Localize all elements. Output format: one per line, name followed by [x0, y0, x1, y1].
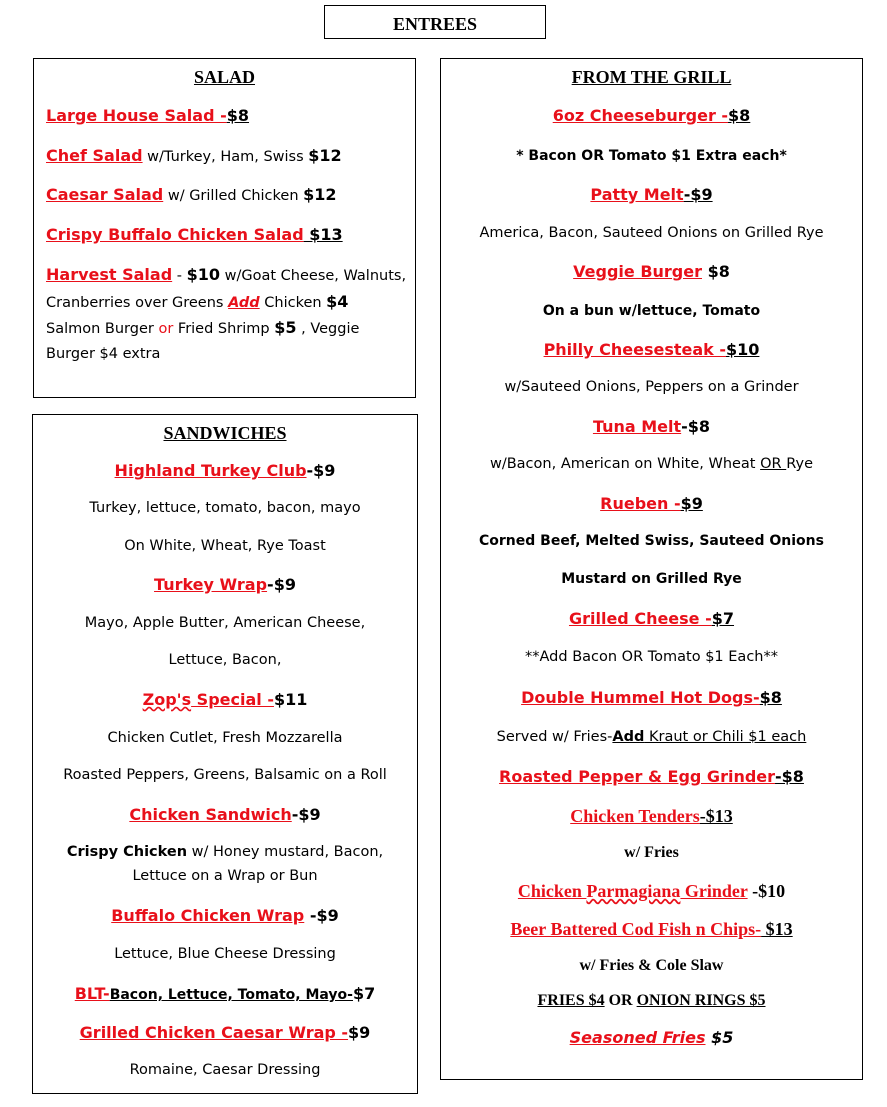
- item-desc: w/Turkey, Ham, Swiss: [142, 149, 309, 165]
- seasoned-fries: [441, 1028, 862, 1047]
- grilled-cheese: [441, 609, 862, 628]
- item-price: -$9: [267, 575, 296, 594]
- sandwiches-heading: SANDWICHES: [163, 423, 287, 443]
- item-name: Zop's: [142, 690, 192, 709]
- turkey-wrap: [33, 575, 417, 594]
- item-desc: Salmon Burger: [46, 321, 159, 337]
- item-name: BLT-: [74, 984, 110, 1003]
- item-desc: Mustard on Grilled Rye: [561, 571, 742, 587]
- patty-melt: [441, 185, 862, 204]
- item-name: Special -: [191, 690, 274, 709]
- item-price: $5: [705, 1028, 734, 1047]
- sandwiches-section: [32, 414, 418, 1094]
- item-price: -$8: [681, 417, 711, 436]
- item-price: $8: [702, 262, 730, 281]
- add-label: Add: [228, 295, 260, 311]
- item-desc: [441, 729, 862, 745]
- item-price: -$9: [306, 461, 336, 480]
- veggie-burger: [441, 262, 862, 281]
- chicken-sandwich: [33, 805, 417, 824]
- item-price: $7: [353, 984, 376, 1003]
- harvest-salad-line3: [46, 318, 359, 337]
- zops-special: [33, 690, 417, 709]
- harvest-salad-line4: [46, 343, 160, 362]
- item-note: **Add Bacon OR Tomato $1 Each**: [525, 649, 778, 665]
- item-name: Chicken Tenders: [570, 806, 700, 826]
- item-name: Beer Battered Cod Fish n Chips-: [510, 919, 762, 939]
- item-name: Rueben -: [600, 494, 681, 513]
- item-desc: Burger $4 extra: [46, 346, 161, 362]
- item-desc: w/Goat Cheese, Walnuts,: [220, 268, 407, 284]
- chef-salad: [46, 146, 342, 165]
- item-desc: [33, 844, 417, 860]
- grill-heading: FROM THE GRILL: [571, 67, 732, 87]
- caesar-salad: [46, 185, 337, 204]
- item-price: -$9: [304, 906, 339, 925]
- item-name: Tuna Melt: [592, 417, 682, 436]
- chicken-parmagiana-grinder: [441, 881, 862, 902]
- roasted-pepper-egg-grinder: [441, 767, 862, 786]
- item-desc-bold: Crispy Chicken: [66, 844, 188, 860]
- item-price: $8: [759, 688, 782, 707]
- grilled-chicken-caesar-wrap: [33, 1023, 417, 1042]
- title-box: [324, 5, 546, 39]
- large-house-salad: [46, 106, 249, 125]
- item-desc: Kraut or Chili $1 each: [644, 729, 807, 745]
- or-label: OR: [604, 992, 637, 1009]
- item-desc: Chicken: [259, 295, 327, 311]
- item-desc: America, Bacon, Sauteed Onions on Grilled Rye: [479, 225, 824, 241]
- item-desc: Cranberries over Greens: [46, 295, 229, 311]
- item-desc: w/ Grilled Chicken: [163, 188, 304, 204]
- item-desc: Roasted Peppers, Greens, Balsamic on a Roll: [63, 767, 387, 783]
- item-desc: Served w/ Fries-: [496, 729, 613, 745]
- grill-section: [440, 58, 863, 1080]
- item-desc: w/Bacon, American on White, Wheat: [489, 456, 761, 472]
- item-note: * Bacon OR Tomato $1 Extra each*: [516, 148, 787, 164]
- item-name: Chef Salad: [46, 146, 143, 165]
- item-name: Patty Melt: [590, 185, 684, 204]
- crispy-buffalo-salad: [46, 225, 343, 244]
- item-price: $12: [303, 185, 337, 204]
- or-label: or: [158, 321, 174, 337]
- item-price: $5: [274, 318, 297, 337]
- item-desc: w/ Honey mustard, Bacon,: [187, 844, 384, 860]
- page-title: ENTREES: [392, 14, 478, 34]
- philly-cheesesteak: [441, 340, 862, 359]
- item-desc: Mayo, Apple Butter, American Cheese,: [84, 615, 366, 631]
- item-desc: w/ Fries: [624, 844, 679, 861]
- item-desc: On a bun w/lettuce, Tomato: [542, 303, 761, 319]
- item-price: -$9: [291, 805, 321, 824]
- double-hummel-hot-dogs: [441, 688, 862, 707]
- item-desc: Lettuce on a Wrap or Bun: [132, 868, 318, 884]
- item-name: Chicken: [517, 881, 587, 901]
- item-desc: Bacon, Lettuce, Tomato, Mayo-: [109, 987, 353, 1003]
- item-price: $10: [726, 340, 760, 359]
- item-price: $8: [226, 106, 250, 125]
- item-name: Harvest Salad: [46, 265, 173, 284]
- item-desc: , Veggie: [296, 321, 360, 337]
- item-desc: OR: [760, 456, 787, 472]
- item-name: Philly Cheesesteak -: [543, 340, 727, 359]
- salad-heading: SALAD: [193, 67, 255, 87]
- tuna-melt: [441, 417, 862, 436]
- item-price: -$13: [699, 806, 733, 826]
- add-label: Add: [612, 729, 645, 745]
- item-price: -$9: [683, 185, 713, 204]
- item-price: $10: [186, 265, 221, 284]
- item-price: $8: [728, 106, 751, 125]
- salad-section: [33, 58, 416, 398]
- item-desc: Turkey, lettuce, tomato, bacon, mayo: [89, 500, 361, 516]
- cheeseburger: [441, 106, 862, 125]
- item-price: $11: [273, 690, 308, 709]
- item-price: $9: [680, 494, 703, 513]
- chicken-tenders: [441, 806, 862, 827]
- dash: -: [172, 268, 187, 284]
- rueben: [441, 494, 862, 513]
- item-price: $7: [711, 609, 735, 628]
- cod-fish-n-chips: [441, 919, 862, 940]
- item-name: Highland Turkey Club: [114, 461, 307, 480]
- item-price: $13: [303, 225, 343, 244]
- item-name: Double Hummel Hot Dogs-: [521, 688, 760, 707]
- item-name: Grilled Cheese -: [568, 609, 712, 628]
- onion-rings-price: ONION RINGS $5: [636, 992, 766, 1009]
- item-desc: Fried Shrimp: [173, 321, 275, 337]
- item-price: $4: [326, 292, 349, 311]
- item-desc: Lettuce, Bacon,: [168, 652, 282, 668]
- item-desc: Rye: [786, 456, 814, 472]
- item-name: Chicken Sandwich: [129, 805, 292, 824]
- buffalo-chicken-wrap: [33, 906, 417, 925]
- item-name: Parmagiana: [586, 881, 681, 901]
- item-price: -$8: [775, 767, 804, 786]
- item-desc: Romaine, Caesar Dressing: [129, 1062, 321, 1078]
- highland-turkey-club: [33, 461, 417, 480]
- item-desc: w/Sauteed Onions, Peppers on a Grinder: [504, 379, 799, 395]
- item-price: $12: [308, 146, 342, 165]
- item-name: Caesar Salad: [46, 185, 164, 204]
- harvest-salad-line2: [46, 292, 348, 311]
- item-desc: [441, 456, 862, 472]
- item-desc: w/ Fries & Cole Slaw: [579, 957, 724, 974]
- item-name: Roasted Pepper & Egg Grinder: [499, 767, 776, 786]
- item-name: Seasoned Fries: [569, 1028, 706, 1047]
- item-desc: Lettuce, Blue Cheese Dressing: [114, 946, 336, 962]
- item-name: 6oz Cheeseburger -: [552, 106, 729, 125]
- item-desc: On White, Wheat, Rye Toast: [124, 538, 326, 554]
- fries-onion-rings: [441, 992, 862, 1010]
- item-name: Grinder: [680, 881, 748, 901]
- item-desc: Chicken Cutlet, Fresh Mozzarella: [107, 730, 343, 746]
- item-name: Turkey Wrap: [154, 575, 268, 594]
- item-price: -$10: [747, 881, 786, 901]
- fries-price: FRIES $4: [537, 992, 605, 1009]
- item-name: Grilled Chicken Caesar Wrap -: [79, 1023, 349, 1042]
- item-name: Buffalo Chicken Wrap: [111, 906, 305, 925]
- item-desc: Corned Beef, Melted Swiss, Sauteed Onions: [479, 533, 824, 549]
- harvest-salad: [46, 265, 406, 284]
- blt: [33, 984, 417, 1003]
- item-price: $13: [761, 919, 793, 939]
- item-price: $9: [348, 1023, 371, 1042]
- item-name: Crispy Buffalo Chicken Salad: [46, 225, 304, 244]
- item-name: Large House Salad -: [46, 106, 227, 125]
- item-name: Veggie Burger: [573, 262, 702, 281]
